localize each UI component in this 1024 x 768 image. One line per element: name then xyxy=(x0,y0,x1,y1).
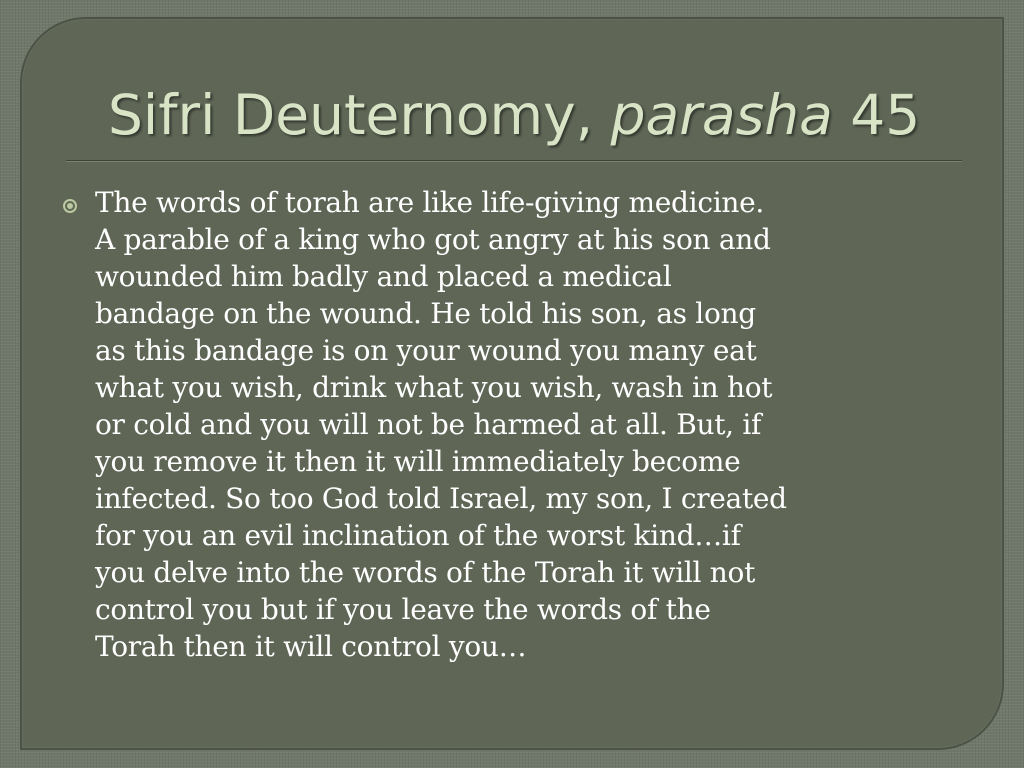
title-text-main: Sifri Deuternomy, xyxy=(108,83,611,147)
bullet-line: The words of torah are like life-giving medicine. xyxy=(95,186,764,219)
bullet-line: A parable of a king who got angry at his son and xyxy=(95,223,771,256)
bullet-line: or cold and you will not be harmed at all. But, if xyxy=(95,408,762,441)
bullet-line: you delve into the words of the Torah it will not xyxy=(95,556,756,589)
circle-dot-bullet-icon xyxy=(63,199,77,213)
bullet-line: control you but if you leave the words of the xyxy=(95,593,711,626)
bullet-line: wounded him badly and placed a medical xyxy=(95,260,672,293)
bullet-line: for you an evil inclination of the worst kind…if xyxy=(95,519,741,552)
bullet-line: what you wish, drink what you wish, wash in hot xyxy=(95,371,773,404)
bullet-line: you remove it then it will immediately become xyxy=(95,445,741,478)
bullet-line: bandage on the wound. He told his son, as long xyxy=(95,297,756,330)
bullet-line: Torah then it will control you… xyxy=(95,630,527,663)
bullet-line: as this bandage is on your wound you many eat xyxy=(95,334,757,367)
title-divider xyxy=(66,160,962,162)
slide-title xyxy=(108,78,920,152)
bullet-line: infected. So too God told Israel, my son, I created xyxy=(95,482,787,515)
title-text-italic: parasha xyxy=(610,83,833,147)
bullet-paragraph xyxy=(95,184,975,665)
title-text-number: 45 xyxy=(832,83,921,147)
